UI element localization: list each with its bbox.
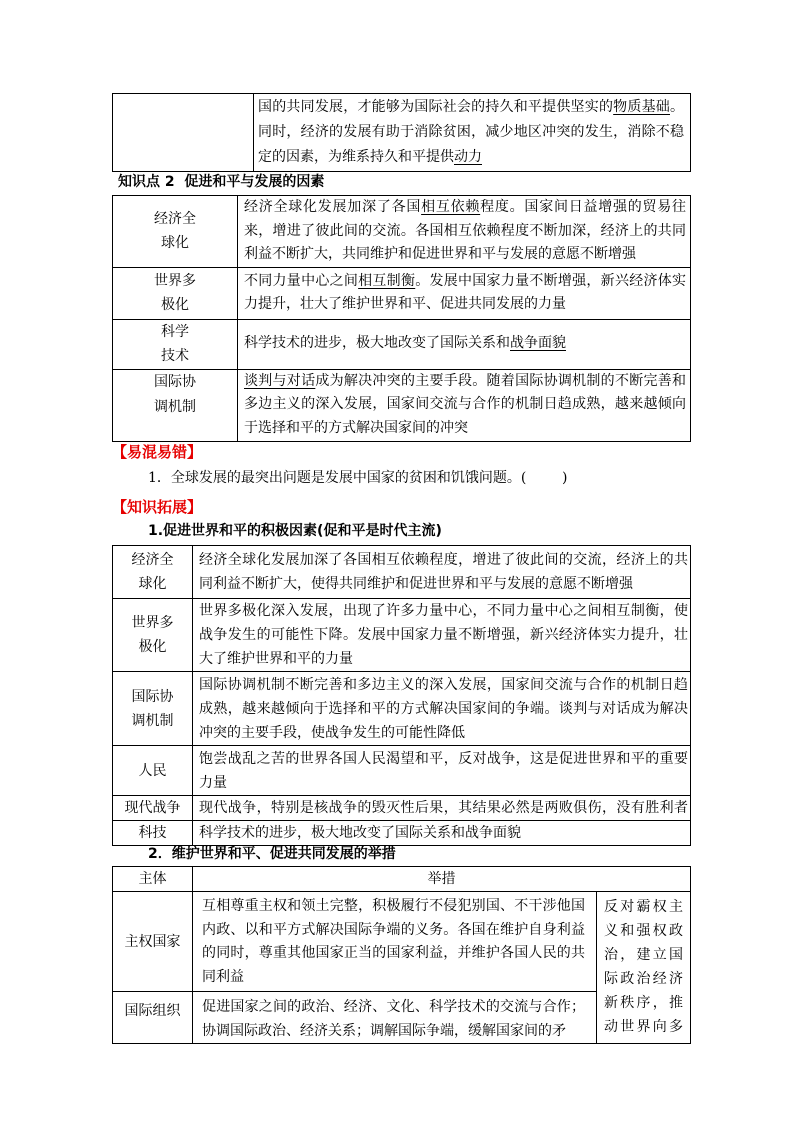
text-line: 互相尊重主权和领土完整，积极履行不侵犯别国、不干涉他国 — [202, 898, 585, 914]
text-line: 大了维护世界和平的力量 — [199, 651, 353, 667]
text-line: 的同时，尊重其他国家正当的国家利益，并维护各国人民的共 — [202, 945, 585, 961]
label-line: 人民 — [138, 762, 167, 779]
shared-measures-cell — [597, 892, 691, 1044]
label-line: 世界多 — [131, 615, 174, 631]
text-line — [258, 95, 684, 120]
text-line: 于选择和平的方式解决国家间的冲突 — [244, 419, 468, 436]
peace-factors-table — [112, 545, 691, 846]
factor-content-cell — [193, 821, 691, 846]
label-line: 现代战争 — [124, 800, 181, 816]
factor-label-cell — [113, 746, 193, 796]
label-line: 球化 — [138, 576, 167, 592]
text-line: 利益不断扩大，共同维护和促进世界和平与发展的意愿不断增强 — [244, 246, 636, 262]
factor-content-cell — [193, 796, 691, 821]
table-row — [113, 369, 691, 441]
factor-label-cell — [113, 369, 238, 441]
label-line: 科学 — [161, 323, 189, 340]
label-line: 世界多 — [154, 272, 196, 289]
table-row — [113, 892, 691, 992]
factor-label-cell — [113, 196, 238, 268]
label-line: 科技 — [138, 825, 167, 841]
table-row — [113, 821, 691, 846]
text-line: 世界多极化深入发展，出现了许多力量中心，不同力量中心之间相互制衡，使 — [199, 603, 688, 619]
text-segment: 不同力量中心之间 — [244, 272, 359, 289]
empty-label-cell — [113, 94, 254, 172]
subject-cell: 国际组织 — [113, 992, 193, 1044]
table-row — [113, 599, 691, 672]
label-line: 国际协 — [131, 688, 174, 705]
mistakes-heading: 【易混易错】 — [112, 443, 203, 461]
table-row — [113, 196, 691, 268]
text-line — [244, 370, 686, 394]
subject-cell: 主权国家 — [113, 892, 193, 992]
factor-content-cell — [238, 196, 691, 268]
text-segment: 程度。国家间日益增强的贸易往 — [480, 199, 687, 215]
expansion-heading: 【知识拓展】 — [112, 498, 203, 516]
text-segment: 定的因素，为维系持久和平提供 — [258, 149, 454, 165]
text-line: 科学技术的进步，极大地改变了国际关系和战争面貌 — [199, 825, 521, 841]
text-line: 协调国际政治、经济关系；调解国际争端，缓解国家间的矛 — [202, 1023, 566, 1039]
factor-label-cell — [113, 599, 193, 672]
key-term: 谈判与对话 — [244, 372, 316, 389]
text-line — [258, 145, 684, 170]
text-line: 力量 — [199, 774, 227, 791]
text-line: 反对霸权主 — [604, 899, 683, 915]
text-line: 新秩序，推 — [604, 995, 683, 1011]
text-line: 内政、以和平方式解决国际争端的义务。各国在维护自身利益 — [202, 921, 585, 938]
measures-table — [112, 866, 691, 1044]
factor-label-cell — [113, 672, 193, 746]
table-row — [113, 746, 691, 796]
text-line: 多边主义的深入发展，国家间交流与合作的机制日趋成熟，越来越倾向 — [244, 396, 686, 413]
factor-content-cell — [193, 746, 691, 796]
factor-label-cell — [113, 319, 238, 369]
text-line: 来，增进了彼此间的交流。各国相互依赖程度不断加深，经济上的共同 — [244, 222, 686, 239]
text-line — [244, 270, 686, 294]
continued-table — [112, 93, 691, 172]
factor-content-cell — [193, 672, 691, 746]
text-line: 现代战争，特别是核战争的毁灭性后果，其结果必然是两败俱伤，没有胜利者 — [199, 800, 688, 816]
text-line: 力提升，壮大了维护世界和平、促进共同发展的力量 — [244, 296, 566, 312]
knowledge-point-heading: 知识点 2 促进和平与发展的因素 — [118, 174, 325, 190]
label-line: 经济全 — [131, 552, 174, 568]
factor-label-cell — [113, 796, 193, 821]
factors-table — [112, 195, 691, 442]
subsection-title: 1.促进世界和平的积极因素(促和平是时代主流) — [148, 523, 442, 539]
text-line: 促进国家之间的政治、经济、文化、科学技术的交流与合作； — [202, 999, 585, 1015]
label-line: 极化 — [138, 639, 167, 655]
text-line: 义和强权政 — [604, 923, 683, 939]
factor-content-cell — [238, 267, 691, 319]
text-line: 治，建立国 — [604, 947, 683, 963]
text-segment: 。 — [670, 99, 684, 115]
factor-content-cell — [193, 546, 691, 599]
subsection-title: 2．维护世界和平、促进共同发展的举措 — [148, 846, 396, 862]
text-line: 冲突的主要手段，使战争发生的可能性降低 — [199, 724, 465, 741]
label-line: 技术 — [161, 348, 189, 364]
table-row — [113, 796, 691, 821]
label-line: 调机制 — [131, 712, 174, 729]
text-segment: 国的共同发展，才能够为国际社会的持久和平提供坚实的 — [258, 99, 614, 115]
table-row — [113, 319, 691, 369]
label-line: 极化 — [161, 297, 189, 313]
factor-content-cell — [238, 319, 691, 369]
factor-content-cell — [193, 599, 691, 672]
header-subject: 主体 — [113, 867, 193, 892]
key-term: 相互制衡 — [358, 272, 416, 289]
key-term: 物质基础 — [613, 99, 670, 115]
text-line: 国际协调机制不断完善和多边主义的深入发展，国家间交流与合作的机制日趋 — [199, 676, 688, 693]
text-line: 同利益 — [202, 968, 244, 985]
factor-content-cell — [238, 369, 691, 441]
key-term: 战争面貌 — [510, 335, 566, 352]
factor-label-cell — [113, 821, 193, 846]
label-line: 调机制 — [154, 398, 196, 415]
mistake-question: 1．全球发展的最突出问题是发展中国家的贫困和饥饿问题。( ) — [148, 470, 568, 486]
table-row — [113, 672, 691, 746]
text-line: 经济全球化发展加深了各国相互依赖程度，增进了彼此间的交流，经济上的共 — [199, 552, 688, 568]
measures-cell — [193, 992, 597, 1044]
text-line: 同时，经济的发展有助于消除贫困，减少地区冲突的发生，消除不稳 — [258, 124, 684, 140]
label-line: 经济全 — [154, 210, 196, 227]
text-line: 战争发生的可能性下降。发展中国家力量不断增强，新兴经济体实力提升，壮 — [199, 627, 688, 643]
text-line — [244, 196, 686, 220]
text-segment: 成为解决冲突的主要手段。随着国际协调机制的不断完善和 — [315, 372, 687, 389]
text-line: 动世界向多 — [604, 1019, 683, 1035]
factor-label-cell — [113, 546, 193, 599]
header-measures: 举措 — [193, 867, 691, 892]
text-segment: 。发展中国家力量不断增强，新兴经济体实 — [415, 272, 687, 289]
text-segment: 经济全球化发展加深了各国 — [244, 199, 422, 215]
measures-cell — [193, 892, 597, 992]
label-line: 国际协 — [154, 373, 196, 390]
table-row — [113, 546, 691, 599]
key-term: 相互依赖 — [421, 199, 481, 215]
table-header-row — [113, 867, 691, 892]
text-line — [244, 332, 686, 356]
table-row — [113, 267, 691, 319]
text-line: 饱尝战乱之苦的世界各国人民渴望和平，反对战争，这是促进世界和平的重要 — [199, 750, 688, 767]
text-line: 同利益不断扩大，使得共同维护和促进世界和平与发展的意愿不断增强 — [199, 576, 633, 592]
label-line: 球化 — [161, 235, 189, 252]
text-line: 成熟，越来越倾向于选择和平的方式解决国家间的争端。谈判与对话成为解决 — [199, 700, 688, 717]
table-row — [113, 94, 691, 172]
key-term: 动力 — [454, 149, 482, 165]
text-line: 际政治经济 — [604, 971, 683, 987]
factor-label-cell — [113, 267, 238, 319]
content-cell — [254, 94, 691, 172]
text-segment: 科学技术的进步，极大地改变了国际关系和 — [244, 335, 510, 352]
